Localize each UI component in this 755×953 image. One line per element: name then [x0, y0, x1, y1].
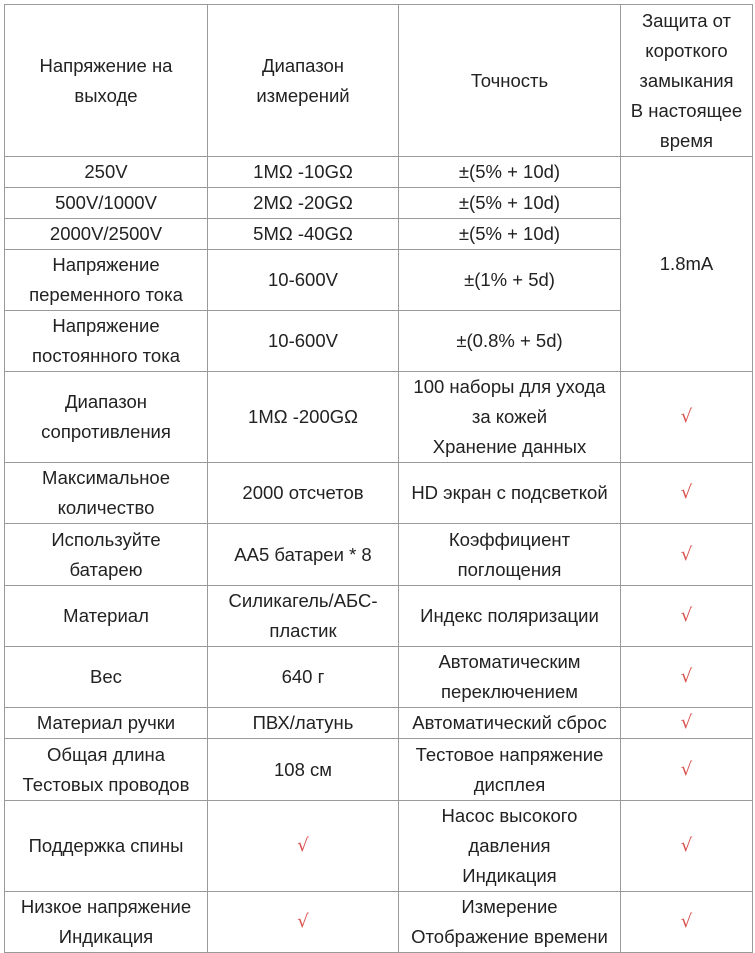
- check-mark-icon: √: [680, 666, 693, 687]
- check-mark-icon: √: [680, 911, 693, 932]
- cell-accuracy-feature: Индекс поляризации: [399, 586, 621, 647]
- table-row: [5, 157, 753, 188]
- cell-parameter: Общая длина Тестовых проводов: [5, 739, 208, 801]
- cell-parameter: Напряжение постоянного тока: [5, 311, 208, 372]
- cell-parameter: 500V/1000V: [5, 188, 208, 219]
- cell-range: Силикагель/АБС- пластик: [208, 586, 399, 647]
- header-row: [5, 5, 753, 157]
- cell-range: 1MΩ -200GΩ: [208, 372, 399, 463]
- header-measurement-range: Диапазон измерений: [208, 5, 399, 157]
- check-mark-icon: √: [680, 482, 693, 503]
- cell-range: AA5 батареи * 8: [208, 524, 399, 586]
- table-row: [5, 463, 753, 524]
- cell-protection: [621, 372, 753, 463]
- cell-protection: [621, 586, 753, 647]
- cell-protection: [621, 463, 753, 524]
- cell-protection: [621, 647, 753, 708]
- check-mark-icon: √: [680, 758, 693, 780]
- cell-parameter: Поддержка спины: [5, 801, 208, 892]
- cell-accuracy-feature: Насос высокого давления Индикация: [399, 801, 621, 892]
- header-accuracy: Точность: [399, 5, 621, 157]
- check-mark-icon: √: [297, 835, 309, 856]
- cell-parameter: Вес: [5, 647, 208, 708]
- cell-parameter: Низкое напряжение Индикация: [5, 892, 208, 953]
- cell-parameter: Используйте батарею: [5, 524, 208, 586]
- cell-protection: [621, 892, 753, 953]
- cell-accuracy-feature: Измерение Отображение времени: [399, 892, 621, 953]
- table-row: [5, 586, 753, 647]
- cell-protection: [621, 739, 753, 801]
- cell-parameter: Диапазон сопротивления: [5, 372, 208, 463]
- check-mark-icon: √: [680, 712, 693, 733]
- table-row: [5, 647, 753, 708]
- cell-parameter: 250V: [5, 157, 208, 188]
- cell-parameter: Материал: [5, 586, 208, 647]
- cell-parameter: Максимальное количество: [5, 463, 208, 524]
- cell-accuracy-feature: Тестовое напряжение дисплея: [399, 739, 621, 801]
- cell-accuracy-feature: Коэффициент поглощения: [399, 524, 621, 586]
- table-row: [5, 524, 753, 586]
- header-output-voltage: Напряжение на выходе: [5, 5, 208, 157]
- cell-accuracy-feature: ±(0.8% + 5d): [399, 311, 621, 372]
- cell-range: 108 см: [208, 739, 399, 801]
- table-row: [5, 739, 753, 801]
- cell-range: ПВХ/латунь: [208, 708, 399, 739]
- cell-range: 10-600V: [208, 311, 399, 372]
- cell-accuracy-feature: 100 наборы для ухода за кожей Хранение данных: [399, 372, 621, 463]
- cell-accuracy-feature: Автоматическим переключением: [399, 647, 621, 708]
- spec-table: [4, 4, 753, 953]
- cell-protection: [621, 801, 753, 892]
- table-row: [5, 372, 753, 463]
- check-mark-icon: √: [680, 406, 693, 427]
- cell-parameter: Напряжение переменного тока: [5, 250, 208, 311]
- table-row: [5, 708, 753, 739]
- table-row: [5, 892, 753, 953]
- check-mark-icon: √: [680, 543, 693, 565]
- cell-protection: [621, 524, 753, 586]
- cell-parameter: Материал ручки: [5, 708, 208, 739]
- header-short-circuit-protection: Защита от короткого замыкания В настоящее время: [621, 5, 753, 157]
- cell-accuracy-feature: HD экран с подсветкой: [399, 463, 621, 524]
- cell-accuracy-feature: ±(5% + 10d): [399, 157, 621, 188]
- cell-accuracy-feature: ±(1% + 5d): [399, 250, 621, 311]
- cell-parameter: 2000V/2500V: [5, 219, 208, 250]
- cell-range: 5MΩ -40GΩ: [208, 219, 399, 250]
- cell-range: [208, 801, 399, 892]
- cell-accuracy-feature: ±(5% + 10d): [399, 188, 621, 219]
- cell-protection: [621, 708, 753, 739]
- cell-accuracy-feature: Автоматический сброс: [399, 708, 621, 739]
- check-mark-icon: √: [680, 835, 693, 856]
- cell-protection-current: 1.8mA: [621, 157, 753, 372]
- cell-range: 1MΩ -10GΩ: [208, 157, 399, 188]
- check-mark-icon: √: [297, 911, 309, 932]
- cell-range: 640 г: [208, 647, 399, 708]
- cell-range: 2000 отсчетов: [208, 463, 399, 524]
- cell-range: [208, 892, 399, 953]
- check-mark-icon: √: [680, 605, 693, 626]
- cell-range: 2MΩ -20GΩ: [208, 188, 399, 219]
- cell-range: 10-600V: [208, 250, 399, 311]
- table-row: [5, 801, 753, 892]
- cell-accuracy-feature: ±(5% + 10d): [399, 219, 621, 250]
